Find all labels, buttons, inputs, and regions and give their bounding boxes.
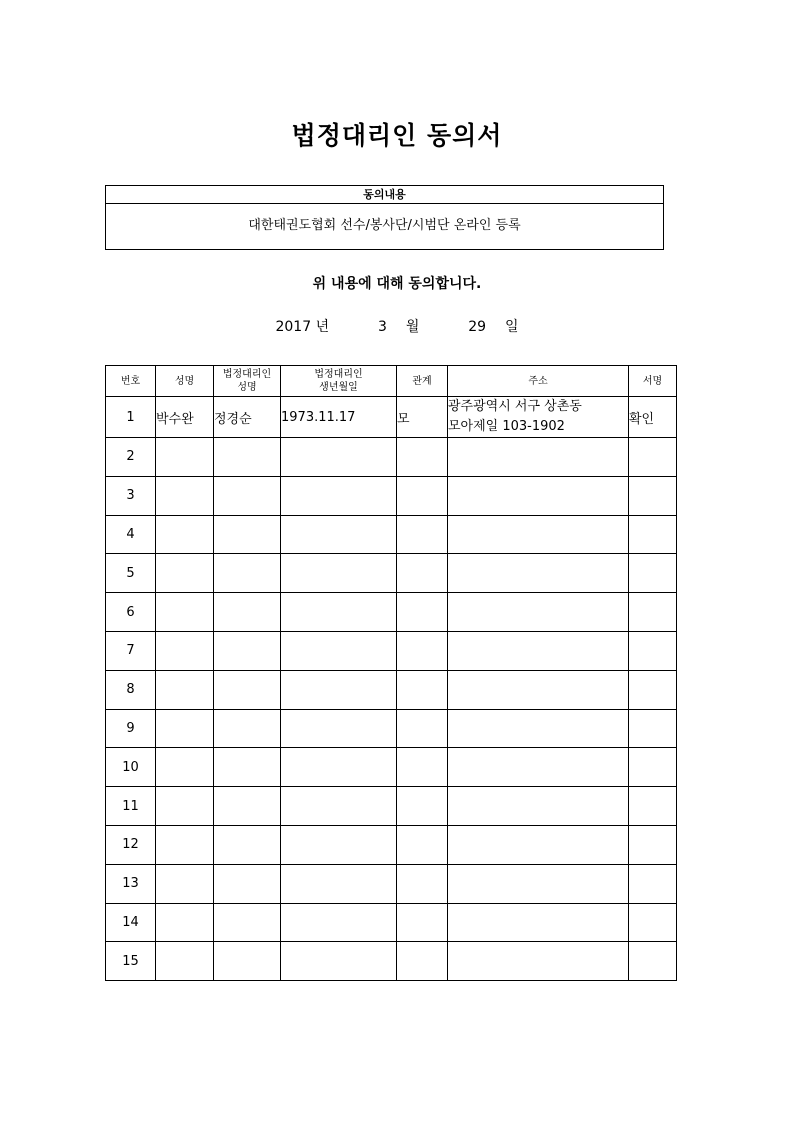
cell-no: 15 [106, 942, 156, 981]
cell-relation [397, 825, 448, 864]
cell-name [156, 825, 214, 864]
table-row [106, 748, 677, 787]
cell-no: 4 [106, 515, 156, 554]
header-guardian-name-line1: 법정대리인 [222, 369, 272, 380]
cell-relation [397, 864, 448, 903]
table-row [106, 709, 677, 748]
cell-sign [629, 748, 677, 787]
cell-no: 13 [106, 864, 156, 903]
cell-address [448, 942, 629, 981]
cell-name [156, 593, 214, 632]
cell-guardian-birth [281, 438, 397, 477]
cell-guardian-birth [281, 825, 397, 864]
cell-name [156, 748, 214, 787]
date-year-unit: 년 [315, 319, 330, 335]
cell-guardian-birth: 1973.11.17 [281, 397, 397, 438]
cell-address [448, 476, 629, 515]
cell-sign [629, 864, 677, 903]
cell-relation [397, 942, 448, 981]
header-guardian-birth-line2: 생년월일 [319, 382, 358, 393]
date-line [0, 316, 794, 336]
table-row [106, 438, 677, 477]
date-day: 29 [468, 319, 487, 335]
cell-name [156, 515, 214, 554]
header-name: 성명 [156, 366, 214, 397]
cell-name [156, 476, 214, 515]
table-row [106, 787, 677, 826]
cell-relation [397, 631, 448, 670]
table-row [106, 864, 677, 903]
cell-sign [629, 942, 677, 981]
header-guardian-name-line2: 성명 [237, 382, 257, 393]
cell-name [156, 438, 214, 477]
cell-guardian-name [214, 554, 281, 593]
cell-address [448, 515, 629, 554]
cell-relation [397, 515, 448, 554]
header-guardian-birth-line1: 법정대리인 [314, 369, 363, 380]
table-header-row [106, 366, 677, 397]
cell-address [448, 903, 629, 942]
cell-no: 11 [106, 787, 156, 826]
cell-no: 5 [106, 554, 156, 593]
cell-sign [629, 825, 677, 864]
cell-address [448, 825, 629, 864]
cell-guardian-birth [281, 942, 397, 981]
cell-address [448, 709, 629, 748]
table-row [106, 593, 677, 632]
cell-sign [629, 554, 677, 593]
cell-no: 6 [106, 593, 156, 632]
cell-sign [629, 631, 677, 670]
cell-relation [397, 787, 448, 826]
cell-relation [397, 476, 448, 515]
cell-guardian-birth [281, 670, 397, 709]
cell-guardian-name [214, 825, 281, 864]
date-day-unit: 일 [505, 319, 519, 335]
cell-address [448, 397, 629, 438]
cell-sign [629, 903, 677, 942]
cell-guardian-birth [281, 709, 397, 748]
cell-relation: 모 [397, 397, 448, 438]
date-month-unit: 월 [405, 319, 420, 335]
cell-guardian-birth [281, 476, 397, 515]
cell-name [156, 670, 214, 709]
cell-name [156, 864, 214, 903]
cell-no: 9 [106, 709, 156, 748]
cell-address [448, 438, 629, 477]
table-row [106, 515, 677, 554]
cell-relation [397, 438, 448, 477]
table-row [106, 554, 677, 593]
cell-guardian-name [214, 942, 281, 981]
agree-statement: 위 내용에 대해 동의합니다. [312, 276, 482, 292]
table-row [106, 942, 677, 981]
cell-guardian-name [214, 709, 281, 748]
header-guardian-birth [281, 366, 397, 397]
cell-relation [397, 554, 448, 593]
cell-relation [397, 709, 448, 748]
cell-relation [397, 903, 448, 942]
cell-name [156, 709, 214, 748]
cell-sign [629, 476, 677, 515]
table-row [106, 903, 677, 942]
cell-sign [629, 438, 677, 477]
cell-sign: 확인 [629, 397, 677, 438]
table-row [106, 670, 677, 709]
table-body [106, 397, 677, 981]
cell-guardian-name [214, 631, 281, 670]
cell-relation [397, 670, 448, 709]
consent-body: 대한태권도협회 선수/봉사단/시범단 온라인 등록 [248, 218, 521, 233]
cell-address [448, 670, 629, 709]
cell-no: 7 [106, 631, 156, 670]
cell-guardian-name [214, 864, 281, 903]
cell-guardian-birth [281, 593, 397, 632]
cell-sign [629, 515, 677, 554]
header-sign: 서명 [629, 366, 677, 397]
date-year: 2017 [275, 319, 312, 335]
cell-name [156, 903, 214, 942]
header-address: 주소 [448, 366, 629, 397]
consent-box [105, 185, 664, 250]
cell-guardian-name [214, 903, 281, 942]
table-row [106, 476, 677, 515]
table-row [106, 631, 677, 670]
guardian-table [105, 365, 677, 981]
cell-guardian-name: 정경순 [214, 397, 281, 438]
cell-address-line2: 모아제일 103-1902 [448, 419, 565, 434]
cell-no: 14 [106, 903, 156, 942]
cell-guardian-name [214, 670, 281, 709]
cell-name [156, 942, 214, 981]
cell-guardian-name [214, 515, 281, 554]
cell-sign [629, 787, 677, 826]
cell-guardian-birth [281, 554, 397, 593]
cell-guardian-name [214, 787, 281, 826]
cell-name: 박수완 [156, 397, 214, 438]
cell-relation [397, 748, 448, 787]
cell-address [448, 554, 629, 593]
cell-relation [397, 593, 448, 632]
cell-guardian-birth [281, 864, 397, 903]
cell-address-line1: 광주광역시 서구 상촌동 [448, 399, 582, 414]
header-guardian-name [214, 366, 281, 397]
cell-no: 12 [106, 825, 156, 864]
header-relation: 관계 [397, 366, 448, 397]
cell-sign [629, 709, 677, 748]
cell-guardian-name [214, 593, 281, 632]
date-month: 3 [378, 319, 387, 335]
cell-address [448, 631, 629, 670]
table-row [106, 825, 677, 864]
cell-guardian-birth [281, 903, 397, 942]
cell-guardian-name [214, 748, 281, 787]
cell-name [156, 631, 214, 670]
cell-sign [629, 593, 677, 632]
cell-address [448, 864, 629, 903]
cell-guardian-birth [281, 748, 397, 787]
cell-no: 3 [106, 476, 156, 515]
cell-address [448, 748, 629, 787]
cell-address [448, 593, 629, 632]
cell-guardian-birth [281, 787, 397, 826]
document-title: 법정대리인 동의서 [291, 121, 503, 150]
cell-guardian-birth [281, 515, 397, 554]
cell-no: 10 [106, 748, 156, 787]
cell-no: 1 [106, 397, 156, 438]
header-no: 번호 [106, 366, 156, 397]
cell-no: 8 [106, 670, 156, 709]
cell-guardian-name [214, 438, 281, 477]
consent-header: 동의내용 [106, 186, 663, 204]
cell-guardian-birth [281, 631, 397, 670]
table-row [106, 397, 677, 438]
cell-guardian-name [214, 476, 281, 515]
cell-sign [629, 670, 677, 709]
cell-name [156, 787, 214, 826]
cell-address [448, 787, 629, 826]
cell-name [156, 554, 214, 593]
cell-no: 2 [106, 438, 156, 477]
